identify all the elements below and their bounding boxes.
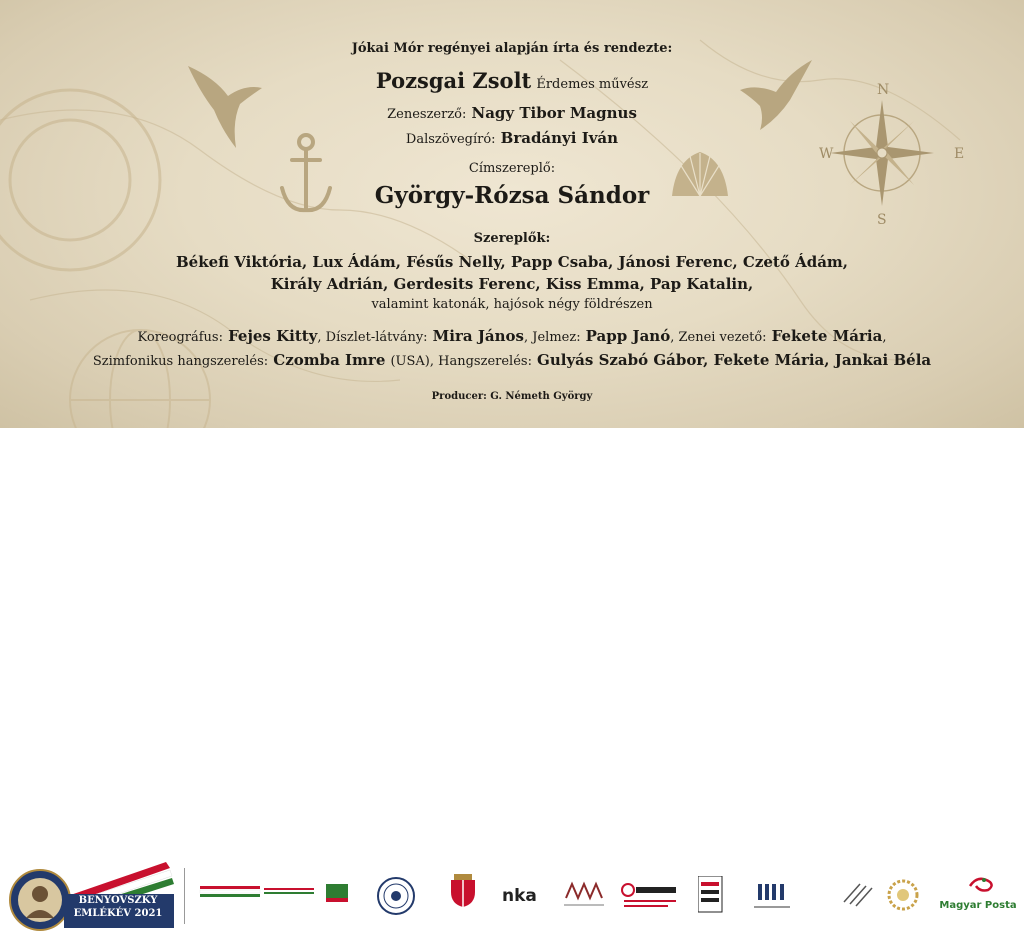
mnl-logo — [752, 880, 792, 914]
set-name: Mira János — [432, 327, 524, 345]
intro-line: Jókai Mór regényei alapján írta és rendezte: — [351, 41, 673, 56]
composer-line — [0, 105, 1024, 121]
costume-label: Jelmez: — [532, 330, 581, 345]
music-director-label: Zenei vezető: — [678, 330, 767, 345]
crew-line-1: Koreográfus: Fejes Kitty, Díszlet-látvány: Mira János, Jelmez: Papp Janó, Zenei vezető: Fekete Mária, — [137, 327, 887, 345]
orchestration-note: (USA) — [390, 354, 430, 369]
costume-name: Papp Janó — [585, 327, 671, 345]
nka-logo: nka — [502, 886, 537, 906]
coat-of-arms-logo — [448, 874, 478, 908]
cast-line-2: Király Adrián, Gerdesits Ferenc, Kiss Emma, Pap Katalin, — [270, 275, 754, 293]
mma-logo — [560, 878, 608, 912]
composer-label: Zeneszerző: — [387, 107, 467, 122]
arrangement-names: Gulyás Szabó Gábor, Fekete Mária, Jankai Béla — [537, 351, 932, 369]
cast-label: Szereplők: — [473, 231, 551, 246]
round-seal-logo — [376, 876, 416, 916]
posthorn-icon — [948, 872, 1008, 898]
compass-w-label: W — [819, 146, 834, 162]
choreographer-name: Fejes Kitty — [228, 327, 318, 345]
library-logo — [840, 880, 880, 910]
magyar-szinhaz-logo — [698, 876, 724, 914]
choreographer-label: Koreográfus: — [137, 330, 223, 345]
music-director-name: Fekete Mária — [771, 327, 883, 345]
producer-line: Producer: G. Németh György — [431, 391, 593, 402]
magyar-posta-logo: Magyar Posta — [939, 900, 1017, 911]
lyricist-label: Dalszövegíró: — [405, 132, 496, 147]
compass-s-label: S — [877, 212, 887, 228]
orchestration-label: Szimfonikus hangszerelés: — [92, 354, 269, 369]
crew-line-2: Szimfonikus hangszerelés: Czomba Imre (USA), Hangszerelés: Gulyás Szabó Gábor, Fekete Mária, Jankai Béla — [92, 351, 932, 369]
cast-line-1: Békefi Viktória, Lux Ádám, Fésűs Nelly, Papp Csaba, Jánosi Ferenc, Czető Ádám, — [175, 253, 849, 271]
title-role-label: Címszereplő: — [468, 161, 556, 176]
footer-divider — [184, 868, 185, 924]
badge-text — [64, 895, 172, 920]
lyricist-line — [0, 130, 1024, 146]
lyricist-name: Bradányi Iván — [500, 129, 619, 147]
opera-logo — [620, 878, 680, 912]
compass-e-label: E — [954, 146, 965, 162]
director-line — [0, 70, 1024, 91]
poster-background — [0, 0, 1024, 428]
set-label: Díszlet-látvány: — [325, 330, 428, 345]
cast-line-3: valamint katonák, hajósok négy földrészen — [371, 297, 653, 312]
composer-name: Nagy Tibor Magnus — [471, 104, 637, 122]
director-title: Érdemes művész — [536, 77, 649, 92]
arrangement-label: Hangszerelés: — [438, 354, 532, 369]
badge-line-2: EMLÉKÉV 2021 — [73, 907, 163, 919]
badge-line-1: BENYOVSZKY — [78, 895, 158, 906]
compass-n-label: N — [877, 82, 890, 98]
sponsor-footer — [0, 428, 1024, 919]
director-name: Pozsgai Zsolt — [375, 68, 532, 93]
orchestration-name: Czomba Imre — [273, 351, 386, 369]
government-logo-group — [198, 874, 358, 918]
sun-logo — [884, 876, 922, 914]
title-role-name: György-Rózsa Sándor — [374, 182, 650, 209]
